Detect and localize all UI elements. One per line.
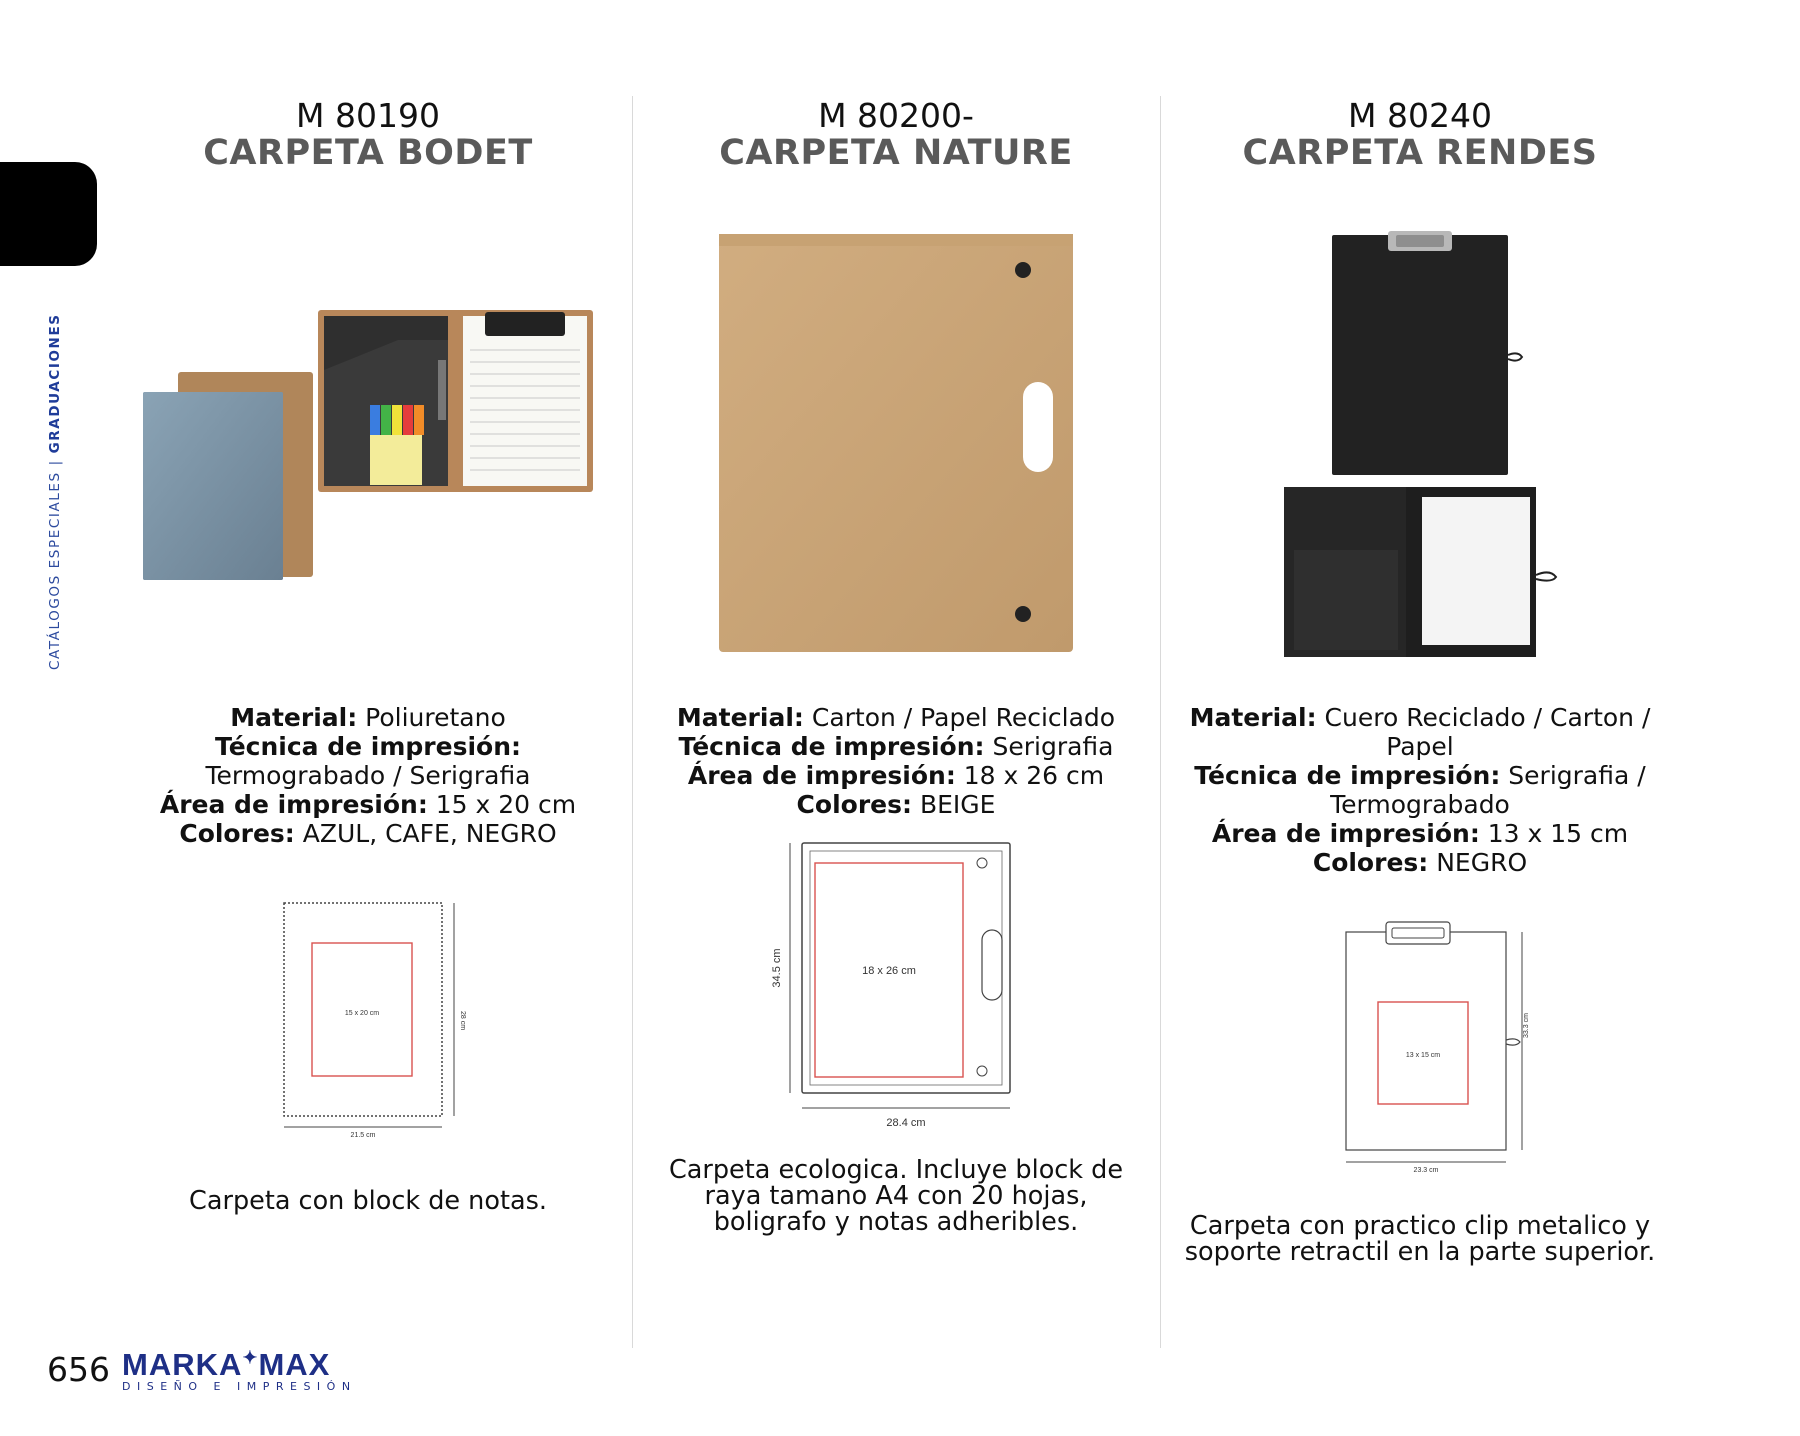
area-label: Área de impresión: — [687, 761, 956, 790]
product-specs — [128, 703, 608, 848]
product-name: CARPETA RENDES — [1242, 133, 1598, 173]
dimension-diagram-rendes — [1340, 920, 1540, 1180]
tecnica-label: Técnica de impresión: — [214, 732, 522, 761]
product-description: Carpeta con practico clip metalico y soporte retractil en la parte superior. — [1184, 1211, 1656, 1267]
area-value: 15 x 20 cm — [435, 790, 577, 819]
area-label: Área de impresión: — [1211, 819, 1480, 848]
material-label: Material: — [1189, 703, 1317, 732]
product-column-bodet — [128, 0, 608, 1300]
diagram-height-label: 34.5 cm — [771, 948, 783, 988]
tecnica-value: Serigrafia / Termograbado — [1330, 761, 1646, 819]
column-divider — [632, 96, 633, 1348]
product-column-nature — [652, 0, 1140, 1300]
diagram-area-label: 13 x 15 cm — [1405, 1052, 1441, 1059]
logo-subtitle: DISEÑO E IMPRESIÓN — [122, 1380, 357, 1393]
dimension-diagram-bodet — [278, 895, 468, 1140]
diagram-height-label: 33.3 cm — [1523, 1013, 1530, 1038]
product-column-rendes — [1180, 0, 1660, 1300]
diagram-height-label: 28 cm — [459, 1011, 466, 1031]
sidebar-prefix: CATÁLOGOS ESPECIALES | — [47, 453, 63, 670]
product-description: Carpeta ecologica. Incluye block de raya tamano A4 con 20 hojas, boligrafo y notas adheribles. — [668, 1155, 1124, 1237]
tecnica-label: Técnica de impresión: — [1194, 761, 1501, 790]
logo-text-right: MAX — [258, 1347, 331, 1382]
sidebar-label — [47, 313, 63, 670]
colores-value: NEGRO — [1436, 848, 1528, 877]
product-code: M 80190 — [296, 96, 440, 135]
product-name: CARPETA BODET — [203, 133, 533, 173]
area-label: Área de impresión: — [159, 790, 428, 819]
logo-star-icon: ✦ — [242, 1347, 259, 1368]
dimension-diagram-nature — [752, 835, 1022, 1135]
tecnica-value: Serigrafia — [992, 732, 1114, 761]
product-code: M 80240 — [1348, 96, 1492, 135]
area-value: 13 x 15 cm — [1487, 819, 1629, 848]
diagram-width-label: 23.3 cm — [1413, 1167, 1439, 1174]
page-number: 656 — [47, 1350, 110, 1389]
logo-text-left: MARKA — [122, 1347, 243, 1382]
material-label: Material: — [230, 703, 358, 732]
product-specs — [1180, 703, 1660, 877]
diagram-area-label: 18 x 26 cm — [862, 965, 916, 977]
product-photo-bodet — [138, 300, 608, 590]
section-tab — [0, 162, 97, 266]
sidebar-section: GRADUACIONES — [47, 313, 63, 454]
product-description: Carpeta con block de notas. — [189, 1186, 547, 1216]
tecnica-label: Técnica de impresión: — [678, 732, 985, 761]
column-divider — [1160, 96, 1161, 1348]
colores-label: Colores: — [1312, 848, 1429, 877]
colores-value: BEIGE — [919, 790, 996, 819]
product-photo-rendes — [1280, 225, 1570, 665]
material-value: Carton / Papel Reciclado — [811, 703, 1116, 732]
material-label: Material: — [676, 703, 804, 732]
tecnica-value: Termograbado / Serigrafia — [205, 761, 531, 790]
colores-label: Colores: — [796, 790, 912, 819]
material-value: Cuero Reciclado / Carton / Papel — [1324, 703, 1651, 761]
colores-value: AZUL, CAFE, NEGRO — [302, 819, 557, 848]
material-value: Poliuretano — [365, 703, 506, 732]
brand-logo — [122, 1347, 357, 1393]
diagram-area-label: 15 x 20 cm — [344, 1010, 380, 1017]
colores-label: Colores: — [179, 819, 295, 848]
product-photo-nature — [713, 230, 1083, 660]
diagram-width-label: 21.5 cm — [350, 1132, 376, 1139]
area-value: 18 x 26 cm — [963, 761, 1105, 790]
diagram-width-label: 28.4 cm — [886, 1117, 926, 1129]
product-name: CARPETA NATURE — [719, 133, 1073, 173]
product-code: M 80200- — [818, 96, 974, 135]
product-specs — [652, 703, 1140, 819]
